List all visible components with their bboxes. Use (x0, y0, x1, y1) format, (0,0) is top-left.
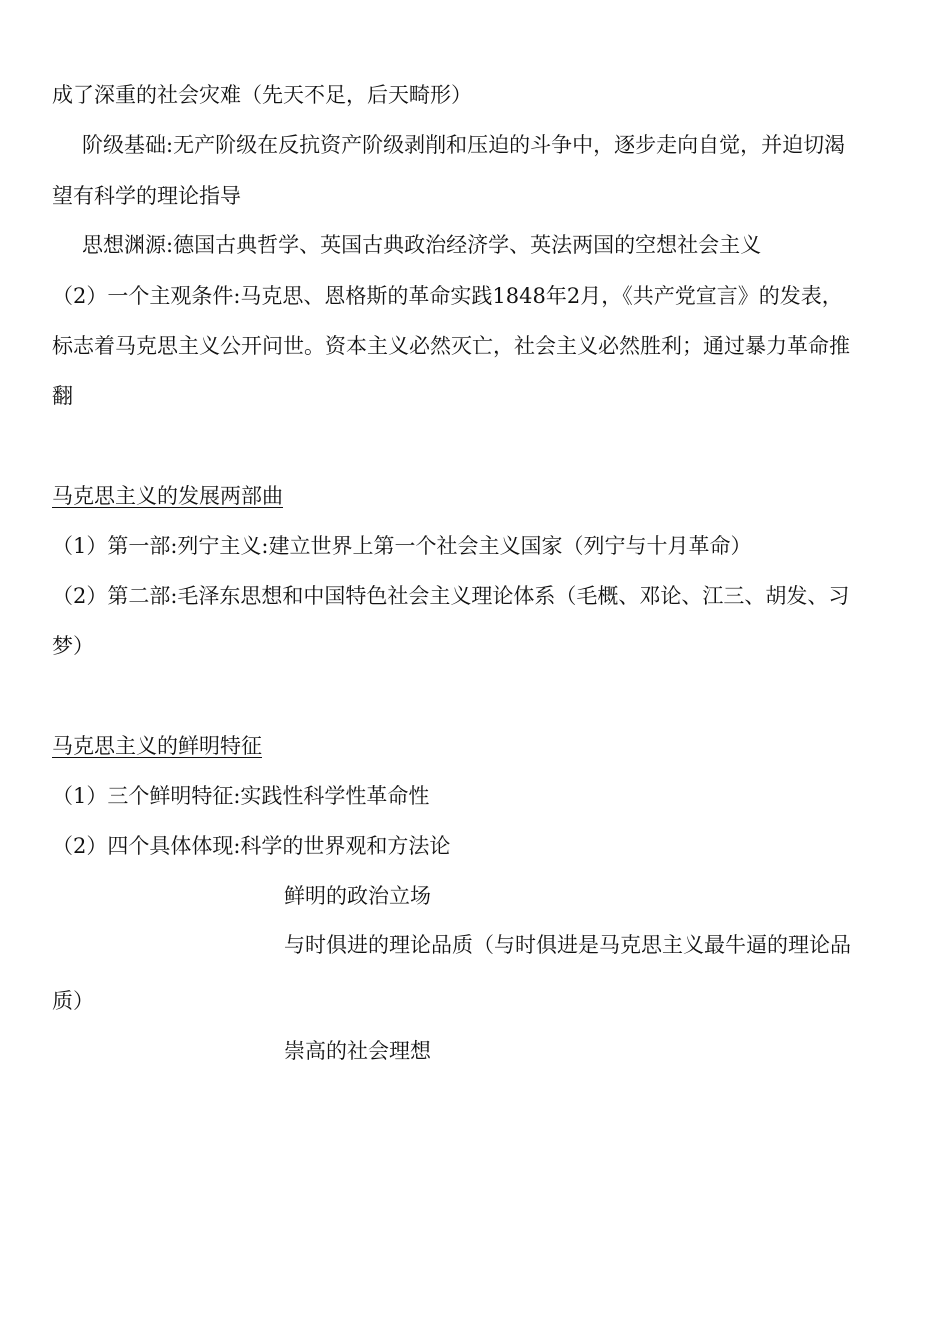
class-basis-line-1: 阶级基础:无产阶级在反抗资产阶级剥削和压迫的斗争中，逐步走向自觉，并迫切渴 (82, 133, 846, 157)
class-basis-line-2: 望有科学的理论指导 (52, 184, 241, 208)
development-item-1: （1）第一部:列宁主义:建立世界上第一个社会主义国家（列宁与十月革命） (52, 534, 752, 558)
subjective-condition-line-3: 翻 (52, 384, 73, 408)
development-heading: 马克思主义的发展两部曲 (52, 484, 283, 508)
features-heading: 马克思主义的鲜明特征 (52, 734, 262, 758)
features-item-1: （1）三个鲜明特征:实践性科学性革命性 (52, 784, 430, 808)
development-item-2-line-1: （2）第二部:毛泽东思想和中国特色社会主义理论体系（毛概、邓论、江三、胡发、习 (52, 584, 850, 608)
subjective-condition-line-2: 标志着马克思主义公开问世。资本主义必然灭亡，社会主义必然胜利；通过暴力革命推 (52, 334, 850, 358)
features-sub-2-line-2: 质） (52, 989, 94, 1013)
features-item-2: （2）四个具体体现:科学的世界观和方法论 (52, 834, 451, 858)
thought-origin-line: 思想渊源:德国古典哲学、英国古典政治经济学、英法两国的空想社会主义 (82, 233, 762, 257)
features-sub-1: 鲜明的政治立场 (284, 884, 431, 908)
development-item-2-line-2: 梦） (52, 634, 94, 658)
subjective-condition-line-1: （2）一个主观条件:马克思、恩格斯的革命实践1848年2月，《共产党宣言》的发表， (52, 284, 843, 308)
features-sub-3: 崇高的社会理想 (284, 1039, 431, 1063)
features-sub-2-line-1: 与时俱进的理论品质（与时俱进是马克思主义最牛逼的理论品 (284, 933, 851, 957)
intro-line-1: 成了深重的社会灾难（先天不足，后天畸形） (52, 83, 472, 107)
